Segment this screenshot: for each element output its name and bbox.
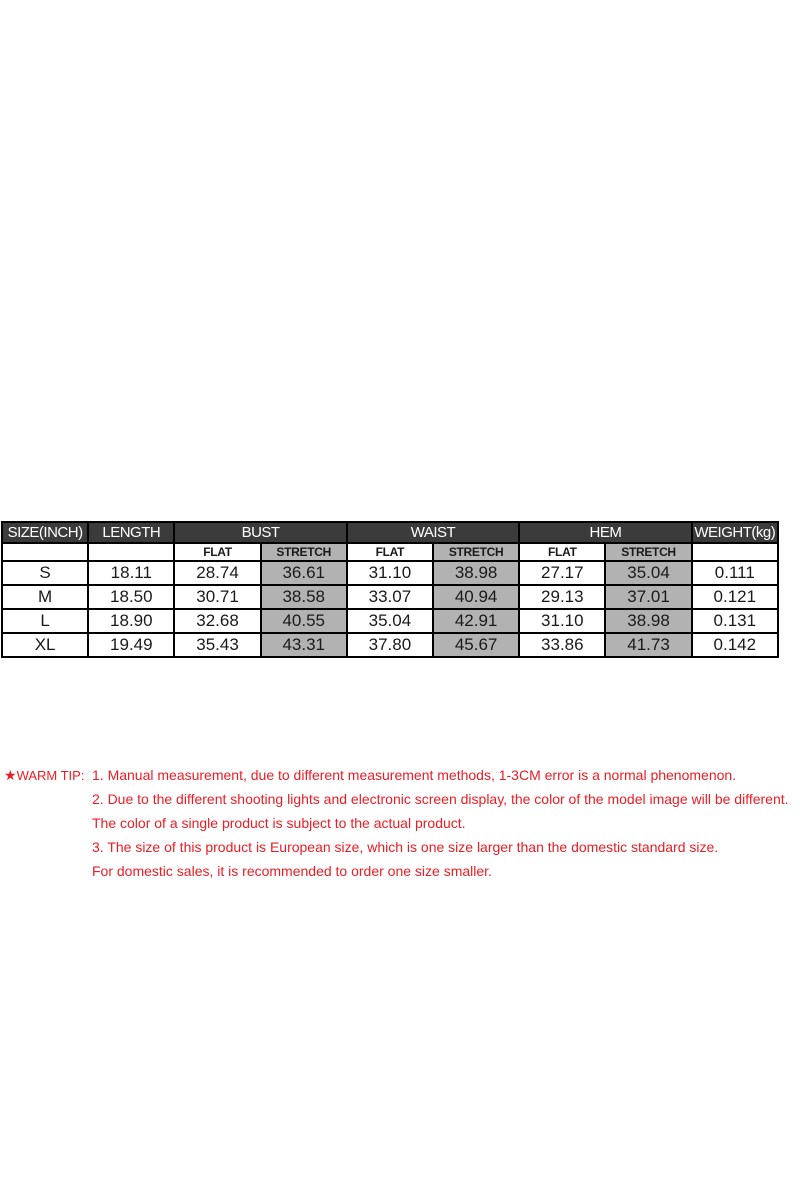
- cell-bust-stretch: 36.61: [261, 561, 347, 585]
- warm-tip-line-2: 2. Due to the different shooting lights and electronic screen display, the color of the model image will be different.: [92, 791, 789, 807]
- warm-tip-section: [4, 763, 796, 883]
- cell-size: M: [2, 585, 88, 609]
- cell-size: XL: [2, 633, 88, 657]
- header-length: LENGTH: [88, 522, 174, 543]
- cell-hem-stretch: 35.04: [605, 561, 691, 585]
- table-subheader-row: [2, 543, 778, 561]
- cell-waist-stretch: 38.98: [433, 561, 519, 585]
- cell-bust-flat: 32.68: [174, 609, 260, 633]
- cell-waist-stretch: 42.91: [433, 609, 519, 633]
- warm-tip-line-1: 1. Manual measurement, due to different measurement methods, 1-3CM error is a normal phenomenon.: [92, 767, 737, 783]
- header-waist: WAIST: [347, 522, 519, 543]
- cell-hem-stretch: 38.98: [605, 609, 691, 633]
- size-chart-table: [1, 521, 779, 658]
- subheader-empty-length: [88, 543, 174, 561]
- cell-length: 18.50: [88, 585, 174, 609]
- table-header-row: [2, 522, 778, 543]
- header-size: SIZE(INCH): [2, 522, 88, 543]
- subheader-waist-flat: FLAT: [347, 543, 433, 561]
- cell-waist-flat: 33.07: [347, 585, 433, 609]
- warm-tip-line-5: For domestic sales, it is recommended to order one size smaller.: [92, 863, 492, 879]
- cell-hem-flat: 33.86: [519, 633, 605, 657]
- cell-bust-flat: 28.74: [174, 561, 260, 585]
- cell-size: S: [2, 561, 88, 585]
- warm-tip-line-4: 3. The size of this product is European size, which is one size larger than the domestic standard size.: [92, 839, 719, 855]
- warm-tip-label: [4, 763, 84, 788]
- warm-tip-label-text: WARM TIP:: [16, 768, 85, 783]
- table-row-l: [2, 609, 778, 633]
- cell-bust-stretch: 40.55: [261, 609, 347, 633]
- cell-hem-stretch: 41.73: [605, 633, 691, 657]
- header-hem: HEM: [519, 522, 691, 543]
- cell-size: L: [2, 609, 88, 633]
- cell-length: 18.90: [88, 609, 174, 633]
- cell-waist-flat: 31.10: [347, 561, 433, 585]
- cell-waist-stretch: 45.67: [433, 633, 519, 657]
- cell-weight: 0.142: [692, 633, 778, 657]
- cell-weight: 0.131: [692, 609, 778, 633]
- subheader-empty-weight: [692, 543, 778, 561]
- cell-waist-flat: 37.80: [347, 633, 433, 657]
- table-row-m: [2, 585, 778, 609]
- subheader-hem-flat: FLAT: [519, 543, 605, 561]
- header-bust: BUST: [174, 522, 346, 543]
- subheader-bust-stretch: STRETCH: [261, 543, 347, 561]
- cell-waist-flat: 35.04: [347, 609, 433, 633]
- cell-weight: 0.121: [692, 585, 778, 609]
- cell-bust-stretch: 43.31: [261, 633, 347, 657]
- table-row-xl: [2, 633, 778, 657]
- cell-hem-stretch: 37.01: [605, 585, 691, 609]
- subheader-hem-stretch: STRETCH: [605, 543, 691, 561]
- cell-hem-flat: 29.13: [519, 585, 605, 609]
- cell-waist-stretch: 40.94: [433, 585, 519, 609]
- cell-length: 18.11: [88, 561, 174, 585]
- subheader-empty-size: [2, 543, 88, 561]
- cell-bust-flat: 35.43: [174, 633, 260, 657]
- cell-hem-flat: 31.10: [519, 609, 605, 633]
- warm-tip-line-3: The color of a single product is subject to the actual product.: [92, 815, 466, 831]
- table-row-s: [2, 561, 778, 585]
- cell-bust-stretch: 38.58: [261, 585, 347, 609]
- cell-weight: 0.111: [692, 561, 778, 585]
- subheader-waist-stretch: STRETCH: [433, 543, 519, 561]
- cell-hem-flat: 27.17: [519, 561, 605, 585]
- cell-length: 19.49: [88, 633, 174, 657]
- cell-bust-flat: 30.71: [174, 585, 260, 609]
- warm-tip-lines: [92, 763, 796, 883]
- subheader-bust-flat: FLAT: [174, 543, 260, 561]
- star-icon: ★: [4, 767, 17, 783]
- header-weight: WEIGHT(kg): [692, 522, 778, 543]
